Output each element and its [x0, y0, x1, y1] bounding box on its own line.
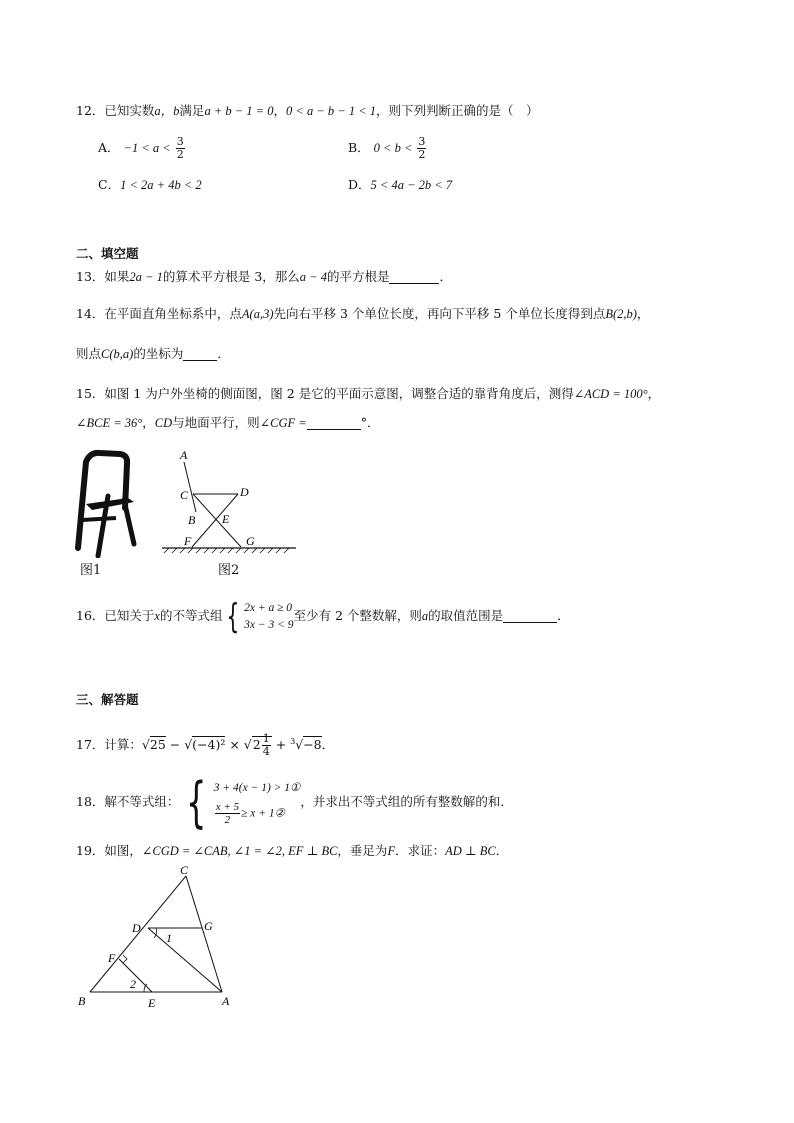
- label-f: F: [108, 951, 116, 965]
- label-b: B: [78, 994, 86, 1008]
- fraction: $\frac{3}{2}$: [176, 135, 184, 161]
- q19: 19．如图，∠CGD = ∠CAB, ∠1 = ∠2, EF ⊥ BC，垂足为F．求证：AD ⊥ BC．: [76, 843, 509, 858]
- q14-line2: 则点C(b,a)的坐标为 ．: [76, 346, 230, 361]
- cube-root-neg8: $^3$√−8: [290, 737, 322, 753]
- figure1-caption: 图1: [80, 563, 102, 578]
- label-b: B: [188, 513, 196, 527]
- side-ca: [186, 876, 222, 992]
- right-angle-mark: [123, 955, 127, 963]
- label-g: G: [246, 534, 255, 548]
- chair-crossbar: [82, 518, 116, 520]
- line-a-b: [184, 462, 196, 512]
- label-c: C: [180, 863, 189, 877]
- sqrt-neg4-squared: √(−4)²: [184, 737, 226, 753]
- label-e: E: [148, 996, 156, 1010]
- folding-chair-figure: [68, 448, 148, 558]
- label-d: D: [132, 921, 141, 935]
- line-d-f: [192, 494, 238, 547]
- angle-2-arc: [144, 984, 147, 992]
- q13: 13．如果2a − 1的算术平方根是 3，那么a − 4的平方根是 ．: [76, 269, 452, 284]
- segment-ad: [148, 928, 222, 992]
- chair-rear-leg: [124, 500, 134, 544]
- inequality-system: { 2x + a ≥ 0 3x − 3 < 9: [226, 597, 294, 637]
- q16: 16．已知关于x的不等式组 { 2x + a ≥ 0 3x − 3 < 9 至少有 2 个整数解，则a的取值范围是 ．: [76, 597, 570, 637]
- q14-line1: 14．在平面直角坐标系中，点A(a,3)先向右平移 3 个单位长度，再向下平移 5 个单位长度得到点B(2,b)，: [76, 306, 650, 321]
- q15-line2: ∠BCE = 36°，CD与地面平行，则∠CGF = °．: [76, 415, 380, 430]
- inequality-system: { 3 + 4(x − 1) > 1① $\frac{x + 5}{2}$ ≥ x + 1②: [186, 770, 301, 834]
- section-fill-in-title: 二、填空题: [76, 246, 139, 261]
- ground-hatching: [164, 548, 289, 553]
- label-2: 2: [130, 977, 136, 991]
- label-f: F: [184, 534, 192, 548]
- q18: 18．解不等式组： { 3 + 4(x − 1) > 1① $\frac{x + 5}{2}$ ≥ x + 1② ，并求出不等式组的所有整数解的和．: [76, 770, 513, 834]
- q17: 17．计算：√25 − √(−4)² × √2 $\frac{1}{4}$ + $^3$√−8．: [76, 732, 335, 759]
- q12-option-d[interactable]: D．5 < 4a − 2b < 7: [348, 177, 453, 192]
- triangle-figure: [74, 862, 244, 1012]
- q12-option-b[interactable]: B． 0 < b < $\frac{3}{2}$: [348, 135, 426, 161]
- sqrt-mixed-number: √2 $\frac{1}{4}$: [243, 732, 270, 759]
- label-a: A: [222, 994, 230, 1008]
- answer-blank[interactable]: [307, 415, 361, 430]
- q12-stem: 12．已知实数a，b满足a + b − 1 = 0，0 < a − b − 1 < 1，则下列判断正确的是（ ）: [76, 103, 539, 118]
- fraction: $\frac{3}{2}$: [418, 135, 426, 161]
- line-c-g: [193, 494, 241, 547]
- label-e: E: [222, 512, 230, 526]
- q15-line1: 15．如图 1 为户外坐椅的侧面图，图 2 是它的平面示意图，调整合适的靠背角度后，测得∠ACD = 100°，: [76, 386, 661, 401]
- section-solve-title: 三、解答题: [76, 692, 139, 707]
- answer-blank[interactable]: [183, 346, 217, 361]
- label-g: G: [204, 919, 213, 933]
- figure2-caption: 图2: [218, 563, 240, 578]
- answer-blank[interactable]: [503, 608, 557, 623]
- q12-option-a[interactable]: A． −1 < a < $\frac{3}{2}$: [98, 135, 184, 161]
- answer-blank[interactable]: [389, 269, 439, 284]
- label-d: D: [240, 485, 249, 499]
- q12-option-c[interactable]: C．1 < 2a + 4b < 2: [98, 177, 202, 192]
- label-a: A: [180, 448, 188, 462]
- sqrt-25: √25: [141, 737, 166, 753]
- label-c: C: [180, 488, 189, 502]
- label-1: 1: [166, 931, 172, 945]
- chair-schematic-figure: [156, 444, 301, 559]
